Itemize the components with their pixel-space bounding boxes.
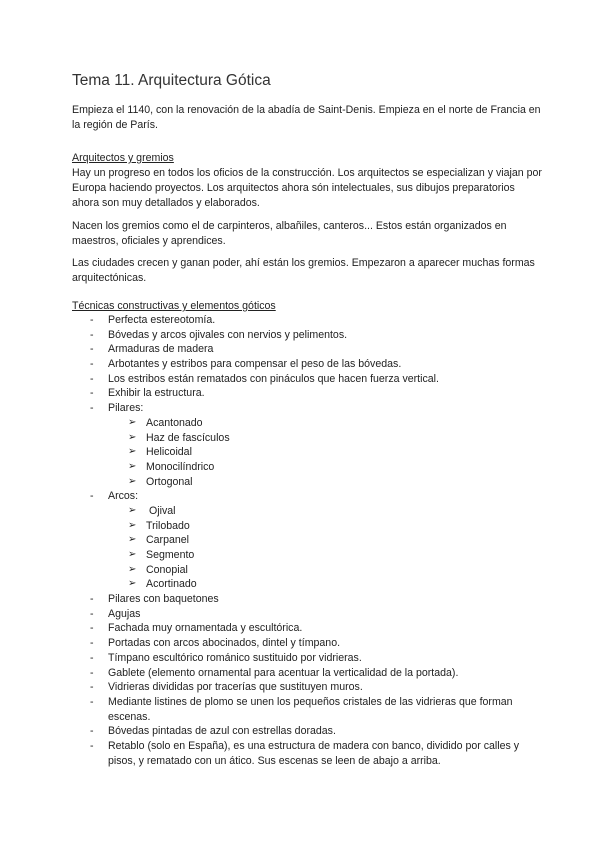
list-item xyxy=(72,680,542,695)
intro-paragraph: Empieza el 1140, con la renovación de la abadía de Saint-Denis. Empieza en el norte de Francia en la región de París. xyxy=(72,104,541,131)
list-item xyxy=(72,372,542,387)
list-item xyxy=(72,621,542,636)
sub-item-text: Trilobado xyxy=(146,519,190,532)
arrow-bullet-icon: ➢ xyxy=(128,504,137,516)
list-item-text: Agujas xyxy=(108,607,141,620)
sub-item-text: Ojival xyxy=(149,504,176,517)
tecnicas-list xyxy=(72,313,542,768)
arrow-bullet-icon: ➢ xyxy=(128,475,137,487)
dash-bullet: - xyxy=(90,651,94,664)
arrow-bullet-icon: ➢ xyxy=(128,534,137,546)
list-item-arcos xyxy=(72,489,542,504)
sub-item-text: Helicoidal xyxy=(146,446,192,459)
sub-item-text: Acantonado xyxy=(146,416,203,429)
sub-item-text: Conopial xyxy=(146,563,188,576)
list-item xyxy=(72,386,542,401)
sub-item xyxy=(72,548,542,563)
sub-item xyxy=(72,460,542,475)
list-item xyxy=(72,592,542,607)
sub-item-text: Ortogonal xyxy=(146,475,193,488)
sub-item xyxy=(72,504,542,519)
section-heading-tecnicas xyxy=(72,299,542,314)
list-item xyxy=(72,357,542,372)
list-item-text: Gablete (elemento ornamental para acentuar la verticalidad de la portada). xyxy=(108,666,459,679)
list-item-text: Bóvedas y arcos ojivales con nervios y pelimentos. xyxy=(108,328,348,341)
arrow-bullet-icon: ➢ xyxy=(128,549,137,560)
paragraph-gremios: Nacen los gremios como el de carpinteros, albañiles, canteros... Estos están organizados en maestros, oficiales y aprendices. xyxy=(72,220,507,247)
section-heading-arquitectos: Arquitectos y gremios xyxy=(72,152,174,164)
sub-item-text: Segmento xyxy=(146,549,195,561)
list-item-text: Portadas con arcos abocinados, dintel y tímpano. xyxy=(108,637,341,650)
list-item-pilares xyxy=(72,401,542,416)
list-item-text: Perfecta estereotomía. xyxy=(108,314,216,326)
list-item xyxy=(72,666,542,681)
document-title: Tema 11. Arquitectura Gótica xyxy=(72,72,271,89)
list-item-text: Vidrieras divididas por tracerías que sustituyen muros. xyxy=(108,681,363,694)
arrow-bullet-icon: ➢ xyxy=(128,431,137,443)
dash-bullet: - xyxy=(90,314,94,326)
list-item-text: Pilares: xyxy=(108,402,144,415)
arrow-bullet-icon: ➢ xyxy=(128,446,137,458)
list-item xyxy=(72,328,542,343)
list-item-text: Retablo (solo en España), es una estructura de madera con banco, dividido por calles y pisos, y rematado con un ático. Sus escenas se leen de abajo a arriba. xyxy=(108,739,520,767)
list-item-text: Fachada muy ornamentada y escultórica. xyxy=(108,622,303,635)
sub-item xyxy=(72,563,542,578)
arrow-bullet-icon: ➢ xyxy=(128,519,137,531)
sub-item-text: Monocilíndrico xyxy=(146,460,215,473)
dash-bullet: - xyxy=(90,622,94,635)
list-item xyxy=(72,313,542,328)
dash-bullet: - xyxy=(90,343,94,356)
list-item-text: Armaduras de madera xyxy=(108,343,214,356)
dash-bullet: - xyxy=(90,358,94,371)
list-item-text: Pilares con baquetones xyxy=(108,593,219,606)
section-arquitectos xyxy=(72,151,542,211)
list-item-text: Arbotantes y estribos para compensar el peso de las bóvedas. xyxy=(108,358,402,371)
dash-bullet: - xyxy=(90,739,94,752)
sub-item xyxy=(72,431,542,446)
list-item-text: Arcos: xyxy=(108,490,139,503)
dash-bullet: - xyxy=(90,328,94,341)
list-item xyxy=(72,636,542,651)
sub-item-text: Acortinado xyxy=(146,578,197,591)
dash-bullet: - xyxy=(90,725,94,738)
dash-bullet: - xyxy=(90,402,94,415)
sub-item-text: Haz de fascículos xyxy=(146,431,230,444)
dash-bullet: - xyxy=(90,490,94,503)
list-item-text: Exhibir la estructura. xyxy=(108,387,205,400)
sub-item-text: Carpanel xyxy=(146,534,189,547)
dash-bullet: - xyxy=(90,681,94,694)
sub-item xyxy=(72,533,542,548)
sub-item xyxy=(72,475,542,490)
list-item-text: Mediante listines de plomo se unen los pequeños cristales de las vidrieras que forman escenas. xyxy=(108,695,513,723)
dash-bullet: - xyxy=(90,387,94,400)
list-item xyxy=(72,739,542,768)
list-item xyxy=(72,651,542,666)
paragraph-progreso: Hay un progreso en todos los oficios de la construcción. Los arquitectos se especializan y viajan por Europa haciendo proyectos. Los arquitectos ahora són intelectuales, sus dibujos preparatorios ahora son muy detallados y elaborados. xyxy=(72,167,542,209)
sub-item xyxy=(72,445,542,460)
dash-bullet: - xyxy=(90,695,94,708)
list-item xyxy=(72,342,542,357)
arrow-bullet-icon: ➢ xyxy=(128,578,137,590)
arrow-bullet-icon: ➢ xyxy=(128,460,137,472)
arrow-bullet-icon: ➢ xyxy=(128,416,137,428)
list-item-text: Bóvedas pintadas de azul con estrellas doradas. xyxy=(108,725,336,738)
list-item xyxy=(72,695,542,724)
dash-bullet: - xyxy=(90,607,94,620)
sub-item xyxy=(72,519,542,534)
dash-bullet: - xyxy=(90,593,94,606)
paragraph-ciudades: Las ciudades crecen y ganan poder, ahí están los gremios. Empezaron a aparecer muchas formas arquitectónicas. xyxy=(72,257,535,284)
list-item-text: Tímpano escultórico románico sustituido por vidrieras. xyxy=(108,651,362,664)
section-heading-tecnicas-text: Técnicas constructivas y elementos góticos xyxy=(72,300,276,312)
list-item xyxy=(72,724,542,739)
dash-bullet: - xyxy=(90,372,94,385)
arrow-bullet-icon: ➢ xyxy=(128,563,137,575)
list-item-text: Los estribos están rematados con pináculos que hacen fuerza vertical. xyxy=(108,372,439,385)
dash-bullet: - xyxy=(90,666,94,679)
sub-item xyxy=(72,416,542,431)
dash-bullet: - xyxy=(90,637,94,650)
sub-item xyxy=(72,577,542,592)
list-item xyxy=(72,607,542,622)
